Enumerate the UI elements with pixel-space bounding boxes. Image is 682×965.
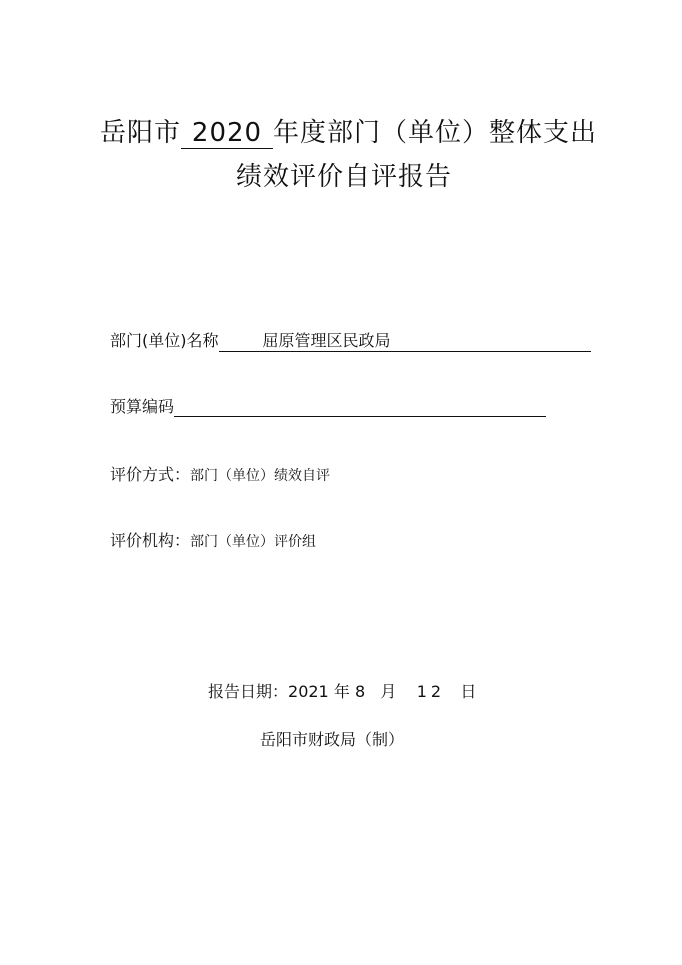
report-date-year: 2021 — [288, 682, 329, 701]
dept-name-row — [110, 328, 591, 352]
issuer: 岳阳市财政局（制） — [260, 730, 405, 749]
eval-method-value: 部门（单位）绩效自评 — [190, 468, 331, 484]
title-prefix: 岳阳市 — [100, 118, 182, 148]
eval-org-row — [110, 528, 316, 551]
dept-name-label: 部门(单位)名称 — [110, 331, 219, 350]
eval-org-value: 部门（单位）评价组 — [190, 534, 317, 550]
report-date-month: 8 — [354, 682, 366, 701]
title-line-2: 绩效评价自评报告 — [236, 162, 453, 192]
eval-org-label: 评价机构： — [110, 531, 191, 550]
report-date-day-unit: 日 — [460, 682, 477, 701]
title-year: 2020 — [181, 118, 273, 149]
budget-code-label: 预算编码 — [110, 397, 175, 416]
report-date-row — [208, 679, 476, 702]
budget-code-value — [174, 398, 546, 417]
eval-method-label: 评价方式： — [110, 465, 191, 484]
title-suffix: 年度部门（单位）整体支出 — [273, 118, 598, 148]
budget-code-row — [110, 394, 546, 417]
eval-method-row — [110, 462, 330, 485]
dept-name-value: 屈原管理区民政局 — [219, 328, 591, 352]
report-date-year-unit: 年 — [333, 682, 350, 701]
title-line-1 — [100, 112, 597, 149]
report-date-day: 12 — [416, 682, 446, 701]
report-date-month-unit: 月 — [380, 682, 397, 701]
report-date-label: 报告日期： — [208, 682, 289, 701]
